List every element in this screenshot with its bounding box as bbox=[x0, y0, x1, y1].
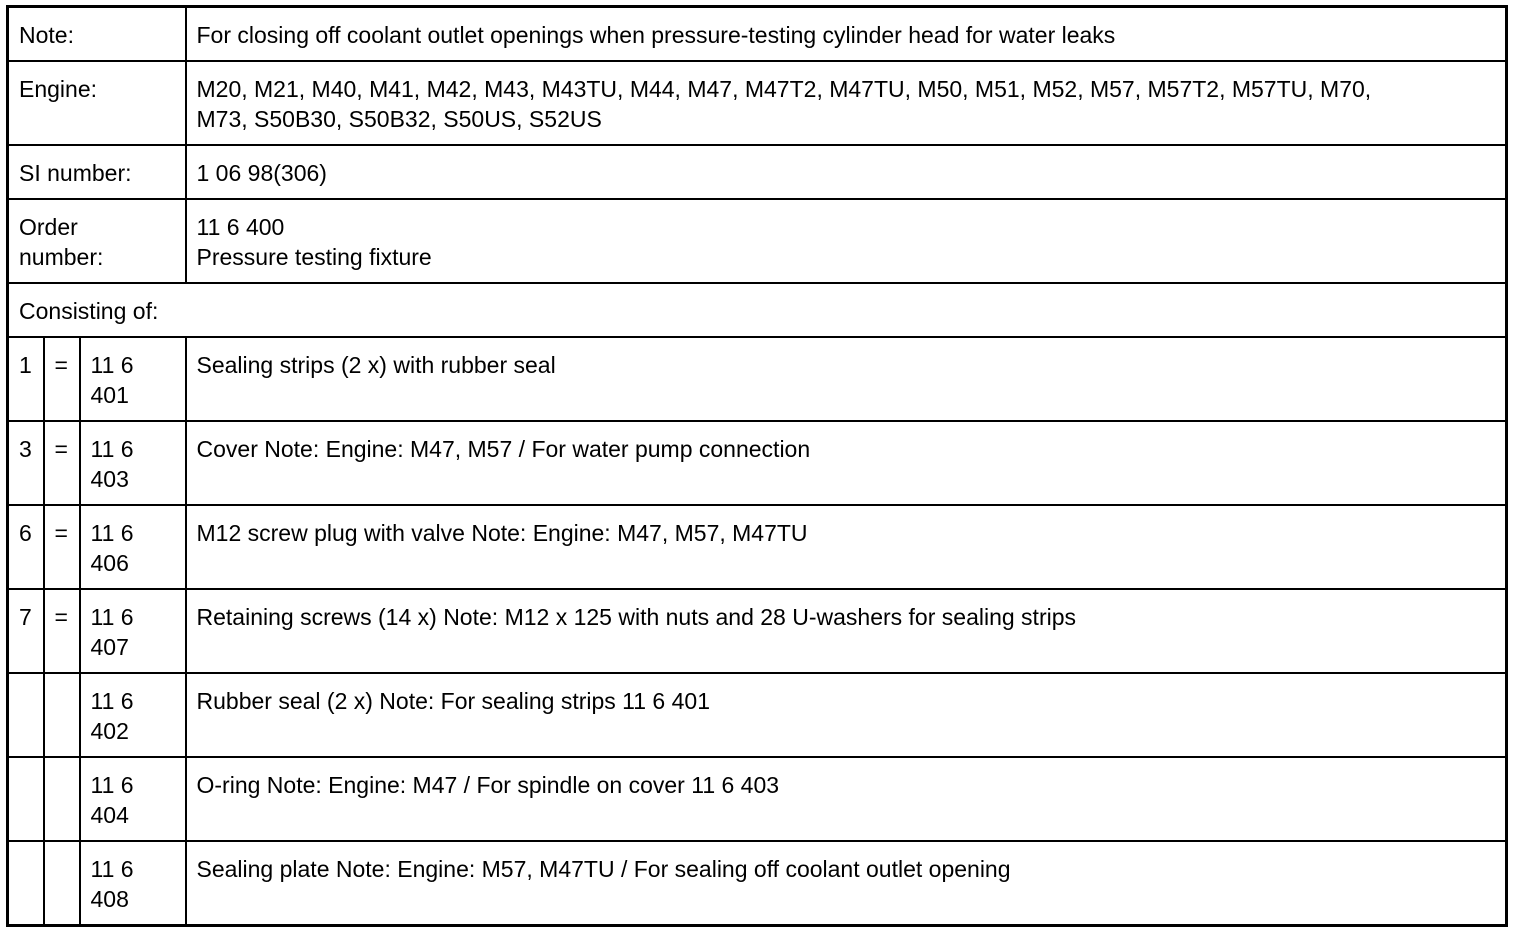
table-row bbox=[8, 421, 1507, 505]
item-equals: = bbox=[44, 589, 80, 673]
item-description: Sealing plate Note: Engine: M57, M47TU / For sealing off coolant outlet opening bbox=[186, 841, 1507, 926]
item-number: 7 bbox=[8, 589, 44, 673]
engine-value-line-2: M73, S50B30, S50B32, S50US, S52US bbox=[196, 106, 602, 132]
item-number bbox=[8, 841, 44, 926]
order-number-label-line-2: number: bbox=[19, 244, 104, 270]
part-number-line-1: 11 6 bbox=[90, 520, 134, 546]
si-number-row bbox=[8, 145, 1507, 199]
part-number-line-1: 11 6 bbox=[90, 688, 134, 714]
order-number-label bbox=[8, 199, 186, 283]
si-number-value: 1 06 98(306) bbox=[186, 145, 1507, 199]
note-row bbox=[8, 7, 1507, 62]
item-equals: = bbox=[44, 337, 80, 421]
item-number bbox=[8, 757, 44, 841]
part-number-line-1: 11 6 bbox=[90, 604, 134, 630]
item-part-number bbox=[80, 841, 186, 926]
order-number-label-line-1: Order bbox=[19, 214, 78, 240]
item-equals: = bbox=[44, 421, 80, 505]
item-equals bbox=[44, 841, 80, 926]
item-number: 3 bbox=[8, 421, 44, 505]
table-row bbox=[8, 505, 1507, 589]
note-value: For closing off coolant outlet openings when pressure-testing cylinder head for water leaks bbox=[186, 7, 1507, 62]
part-number-line-1: 11 6 bbox=[90, 352, 134, 378]
item-number bbox=[8, 673, 44, 757]
si-number-label: SI number: bbox=[8, 145, 186, 199]
item-description: Rubber seal (2 x) Note: For sealing strips 11 6 401 bbox=[186, 673, 1507, 757]
consisting-of-row bbox=[8, 283, 1507, 337]
item-number: 1 bbox=[8, 337, 44, 421]
part-number-line-2: 407 bbox=[90, 634, 129, 660]
table-row bbox=[8, 757, 1507, 841]
note-label: Note: bbox=[8, 7, 186, 62]
item-part-number bbox=[80, 673, 186, 757]
order-number-value-line-2: Pressure testing fixture bbox=[196, 244, 432, 270]
part-number-line-2: 404 bbox=[90, 802, 129, 828]
engine-value-line-1: M20, M21, M40, M41, M42, M43, M43TU, M44, M47, M47T2, M47TU, M50, M51, M52, M57, M57T2, M57TU, M70, bbox=[196, 76, 1372, 102]
engine-label: Engine: bbox=[8, 61, 186, 145]
table-row bbox=[8, 841, 1507, 926]
engine-value bbox=[186, 61, 1507, 145]
item-part-number bbox=[80, 421, 186, 505]
item-part-number bbox=[80, 505, 186, 589]
table-row bbox=[8, 337, 1507, 421]
part-number-line-2: 408 bbox=[90, 886, 129, 912]
order-number-value bbox=[186, 199, 1507, 283]
part-number-line-2: 402 bbox=[90, 718, 129, 744]
part-number-line-2: 406 bbox=[90, 550, 129, 576]
part-number-line-1: 11 6 bbox=[90, 436, 134, 462]
item-equals bbox=[44, 673, 80, 757]
item-equals: = bbox=[44, 505, 80, 589]
item-number: 6 bbox=[8, 505, 44, 589]
table-row bbox=[8, 589, 1507, 673]
item-description: M12 screw plug with valve Note: Engine: M47, M57, M47TU bbox=[186, 505, 1507, 589]
item-description: O-ring Note: Engine: M47 / For spindle on cover 11 6 403 bbox=[186, 757, 1507, 841]
special-tool-spec-table bbox=[6, 5, 1508, 927]
part-number-line-2: 401 bbox=[90, 382, 129, 408]
item-equals bbox=[44, 757, 80, 841]
table-row bbox=[8, 673, 1507, 757]
item-part-number bbox=[80, 757, 186, 841]
part-number-line-1: 11 6 bbox=[90, 856, 134, 882]
consisting-of-label: Consisting of: bbox=[8, 283, 1507, 337]
order-number-value-line-1: 11 6 400 bbox=[196, 214, 285, 240]
engine-row bbox=[8, 61, 1507, 145]
part-number-line-2: 403 bbox=[90, 466, 129, 492]
item-part-number bbox=[80, 337, 186, 421]
order-number-row bbox=[8, 199, 1507, 283]
item-part-number bbox=[80, 589, 186, 673]
part-number-line-1: 11 6 bbox=[90, 772, 134, 798]
item-description: Retaining screws (14 x) Note: M12 x 125 with nuts and 28 U-washers for sealing strips bbox=[186, 589, 1507, 673]
item-description: Sealing strips (2 x) with rubber seal bbox=[186, 337, 1507, 421]
item-description: Cover Note: Engine: M47, M57 / For water pump connection bbox=[186, 421, 1507, 505]
